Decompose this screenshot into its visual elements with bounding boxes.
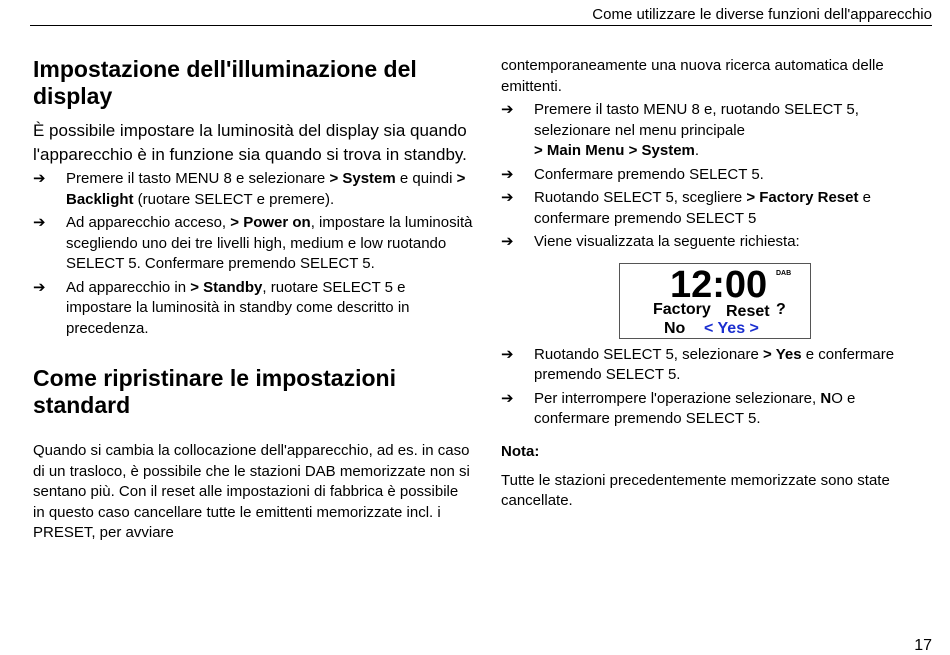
confirm-steps-list bbox=[501, 345, 921, 430]
continuation-text: contemporaneamente una nuova ricerca automatica delle emittenti. bbox=[501, 57, 884, 95]
list-item bbox=[501, 345, 921, 386]
list-item bbox=[33, 278, 473, 340]
bullet-text: (ruotare SELECT e premere). bbox=[133, 190, 335, 208]
bullet-text: , impostare la luminosità scegliendo uno dei tre livelli high, medium e low ruotando SELECT 5. Confermare premendo SELECT 5. bbox=[66, 214, 473, 272]
bullet-text: . bbox=[694, 142, 700, 159]
bullet-bold: > System bbox=[329, 170, 396, 187]
list-item bbox=[501, 100, 921, 162]
arrow-icon: ➔ bbox=[501, 389, 514, 407]
bullet-text: Ad apparecchio in bbox=[66, 278, 191, 296]
arrow-icon: ➔ bbox=[33, 278, 46, 296]
arrow-icon: ➔ bbox=[501, 189, 514, 206]
header-rule bbox=[30, 25, 932, 26]
list-item bbox=[33, 213, 473, 275]
section2-title: Come ripristinare le impostazioni standard bbox=[33, 365, 396, 418]
section1-title: Impostazione dell'illuminazione del display bbox=[33, 56, 417, 109]
reset-steps-list bbox=[501, 100, 921, 253]
bullet-text: e confermare premendo SELECT 5 bbox=[534, 189, 871, 227]
display-question-mark: ? bbox=[776, 300, 786, 318]
note-heading: Nota: bbox=[501, 442, 540, 460]
display-reset-label: Reset bbox=[726, 302, 770, 320]
bullet-text: e quindi bbox=[395, 170, 457, 187]
bullet-text: Premere il tasto MENU 8 e selezionare bbox=[66, 170, 330, 187]
section1-intro: È possibile impostare la luminosità del display sia quando l'apparecchio è in funzione sia quando si trova in standby. bbox=[33, 121, 467, 164]
arrow-icon: ➔ bbox=[501, 345, 514, 363]
list-item bbox=[501, 188, 921, 229]
left-column bbox=[33, 50, 473, 544]
bullet-bold: N bbox=[820, 389, 832, 407]
arrow-icon: ➔ bbox=[501, 101, 514, 118]
note-text: Tutte le stazioni precedentemente memorizzate sono state cancellate. bbox=[501, 471, 890, 509]
bullet-bold: > Backlight bbox=[66, 170, 466, 208]
display-clock: 12:00 bbox=[670, 263, 768, 306]
bullet-text: Confermare premendo SELECT 5. bbox=[534, 165, 764, 183]
bullet-text: Ruotando SELECT 5, selezionare bbox=[534, 345, 764, 363]
bullet-bold: > Power on bbox=[230, 214, 311, 231]
bullet-text: Premere il tasto MENU 8 e, ruotando SELECT 5, selezionare nel menu principale bbox=[534, 101, 859, 139]
arrow-icon: ➔ bbox=[501, 233, 514, 250]
display-illustration bbox=[619, 263, 811, 339]
bullet-bold: > Main Menu > System bbox=[534, 142, 695, 159]
list-item bbox=[501, 232, 921, 253]
bullet-bold: > Yes bbox=[763, 345, 802, 363]
section2-body: Quando si cambia la collocazione dell'apparecchio, ad es. in caso di un trasloco, è possibile che le stazioni DAB memorizzate non si sentano più. Con il reset alle impostazioni di fabbrica è possibile in questo caso cancellare tutte le emittenti memorizzate incl. i PRESET, per avviare bbox=[33, 442, 470, 541]
bullet-text: Viene visualizzata la seguente richiesta: bbox=[534, 233, 800, 250]
arrow-icon: ➔ bbox=[33, 214, 46, 231]
arrow-icon: ➔ bbox=[501, 165, 514, 183]
bullet-text: Per interrompere l'operazione selezionare, bbox=[534, 389, 821, 407]
running-header: Come utilizzare le diverse funzioni dell'apparecchio bbox=[592, 6, 932, 23]
list-item bbox=[33, 169, 473, 210]
list-item bbox=[501, 389, 921, 430]
bullet-text: e confermare premendo SELECT 5. bbox=[534, 345, 895, 383]
display-no-option: No bbox=[664, 319, 686, 337]
page-number: 17 bbox=[914, 637, 932, 654]
bullet-text: Ruotando SELECT 5, scegliere bbox=[534, 189, 747, 206]
bullet-bold: > Standby bbox=[190, 278, 263, 296]
right-column bbox=[501, 56, 921, 512]
display-factory-label: Factory bbox=[653, 300, 711, 318]
list-item bbox=[501, 165, 921, 186]
section1-bullet-list bbox=[33, 169, 473, 339]
bullet-bold: > Factory Reset bbox=[746, 189, 859, 206]
display-yes-option: < Yes > bbox=[704, 319, 759, 337]
arrow-icon: ➔ bbox=[33, 170, 46, 187]
bullet-text: , ruotare SELECT 5 e impostare la luminosità in standby come descritto in precedenza. bbox=[66, 278, 410, 337]
dab-badge: DAB bbox=[776, 269, 792, 277]
bullet-text: Ad apparecchio acceso, bbox=[66, 214, 231, 231]
bullet-text: O e confermare premendo SELECT 5. bbox=[534, 389, 856, 427]
